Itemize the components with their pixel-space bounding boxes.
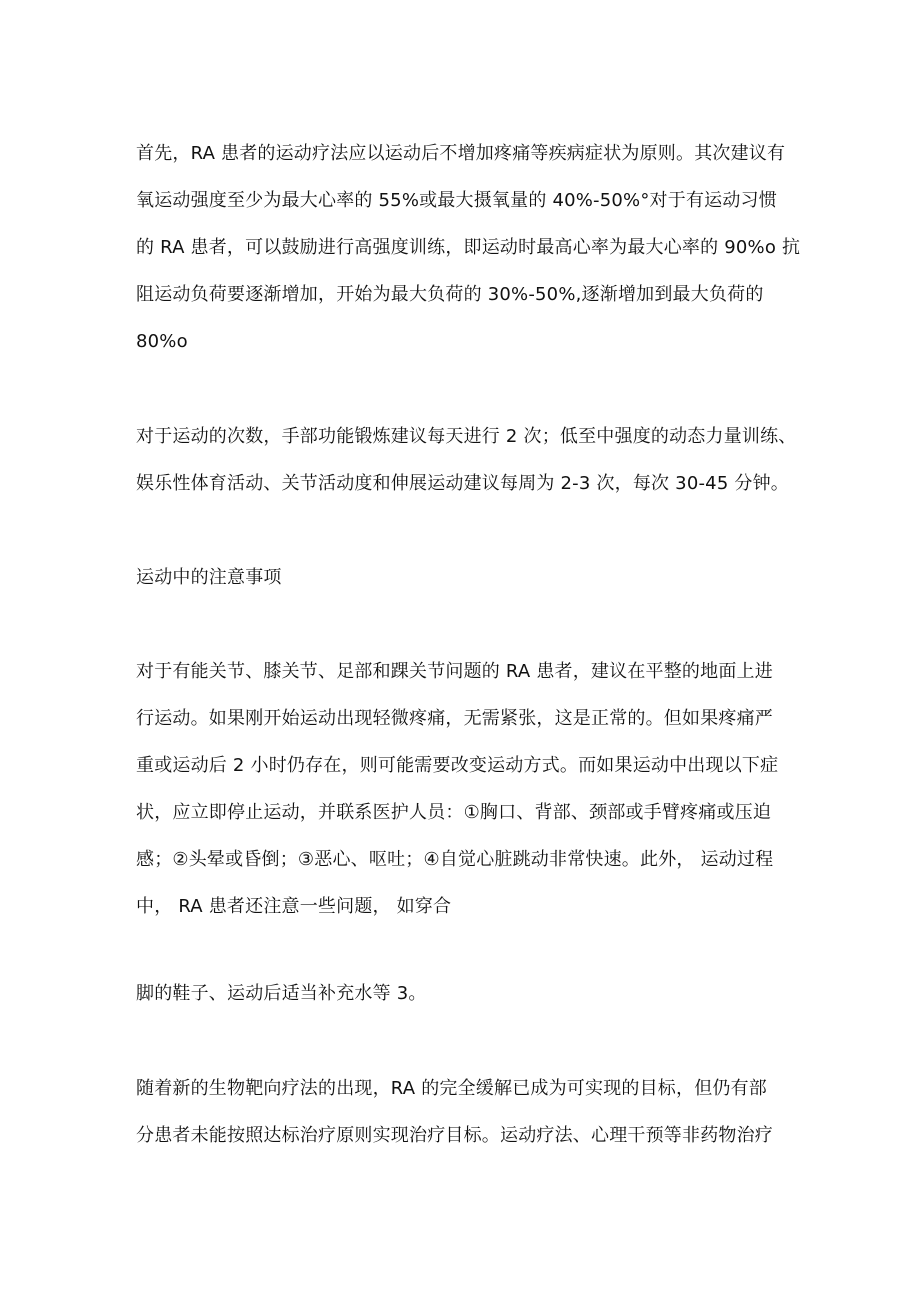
paragraph-3-line-5: 感；②头晕或昏倒；③恶心、呕吐；④自觉心脏跳动非常快速。此外， 运动过程 bbox=[136, 849, 774, 870]
paragraph-5-line-1: 随着新的生物靶向疗法的出现，RA 的完全缓解已成为可实现的目标，但仍有部 bbox=[136, 1078, 768, 1099]
paragraph-1-line-1: 首先，RA 患者的运动疗法应以运动后不增加疼痛等疾病症状为原则。其次建议有 bbox=[136, 143, 786, 164]
paragraph-1-line-4: 阻运动负荷要逐渐增加，开始为最大负荷的 30%-50%,逐渐增加到最大负荷的 bbox=[136, 284, 764, 305]
paragraph-2-line-2: 娱乐性体育活动、关节活动度和伸展运动建议每周为 2-3 次，每次 30-45 分钟。 bbox=[136, 473, 789, 494]
section-heading: 运动中的注意事项 bbox=[136, 567, 282, 588]
paragraph-3-line-1: 对于有能关节、膝关节、足部和踝关节问题的 RA 患者，建议在平整的地面上进 bbox=[136, 661, 773, 682]
paragraph-3-line-3: 重或运动后 2 小时仍存在，则可能需要改变运动方式。而如果运动中出现以下症 bbox=[136, 755, 779, 776]
paragraph-3-line-6: 中， RA 患者还注意一些问题， 如穿合 bbox=[136, 896, 452, 917]
paragraph-1-line-5: 80%o bbox=[136, 331, 188, 352]
paragraph-1-line-3: 的 RA 患者，可以鼓励进行高强度训练，即运动时最高心率为最大心率的 90%o 抗 bbox=[136, 237, 801, 258]
paragraph-3-line-2: 行运动。如果刚开始运动出现轻微疼痛，无需紧张，这是正常的。但如果疼痛严 bbox=[136, 708, 773, 729]
paragraph-4-line-1: 脚的鞋子、运动后适当补充水等 3。 bbox=[136, 983, 427, 1004]
paragraph-1-line-2: 氧运动强度至少为最大心率的 55%或最大摄氧量的 40%-50%°对于有运动习惯 bbox=[136, 190, 777, 211]
paragraph-3-line-4: 状，应立即停止运动，并联系医护人员：①胸口、背部、颈部或手臂疼痛或压迫 bbox=[136, 802, 772, 823]
paragraph-5-line-2: 分患者未能按照达标治疗原则实现治疗目标。运动疗法、心理干预等非药物治疗 bbox=[136, 1125, 773, 1146]
paragraph-2-line-1: 对于运动的次数，手部功能锻炼建议每天进行 2 次；低至中强度的动态力量训练、 bbox=[136, 426, 797, 447]
